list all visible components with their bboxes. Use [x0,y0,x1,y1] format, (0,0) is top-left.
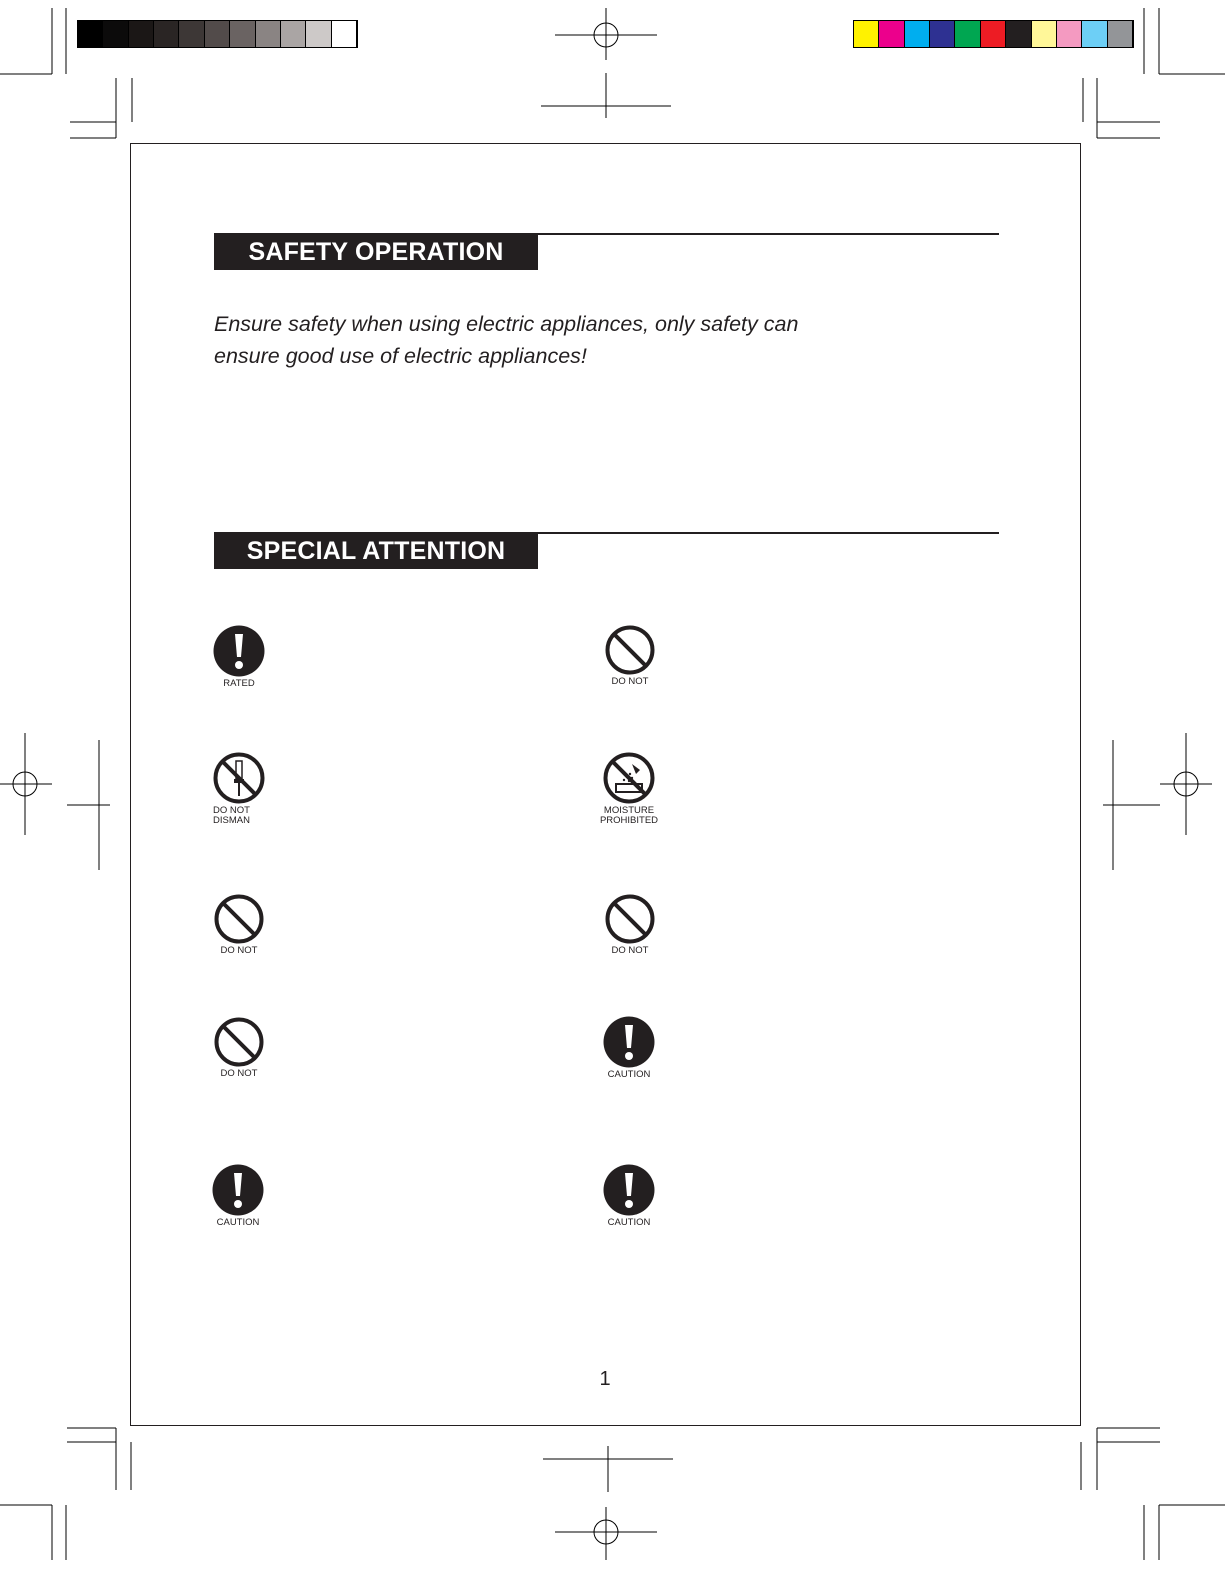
safety-icon-2 [595,625,665,687]
exclamation-icon [603,1016,655,1068]
icon-label-do-not: DO NOT [220,945,258,956]
icon-label-caution: CAUTION [216,1217,260,1228]
page-number: 1 [599,1368,611,1390]
icon-label-do-not-disman: DO NOT DISMAN [213,805,250,826]
prohibition-icon [604,894,656,944]
exclamation-icon [212,1164,264,1216]
safety-icon-3 [204,752,274,826]
safety-operation-heading: SAFETY OPERATION [214,234,538,270]
no-disassemble-icon [213,752,265,804]
icon-label-rated: RATED [223,678,255,689]
prohibition-icon [213,894,265,944]
safety-icon-6 [595,894,665,956]
safety-icon-4 [594,752,664,826]
icon-label-do-not: DO NOT [220,1068,258,1079]
safety-icon-9 [203,1164,273,1228]
intro-line-1: Ensure safety when using electric appliances, only safety can [214,312,799,336]
intro-line-2: ensure good use of electric appliances! [214,344,587,368]
icon-label-caution: CAUTION [607,1069,651,1080]
prohibition-icon [213,1017,265,1067]
icon-label-moisture-prohibited: MOISTURE PROHIBITED [599,805,659,826]
safety-icon-8 [594,1016,664,1080]
icon-label-do-not: DO NOT [611,676,649,687]
safety-icon-10 [594,1164,664,1228]
special-attention-heading: SPECIAL ATTENTION [214,533,538,569]
safety-intro-text [214,308,854,372]
exclamation-icon [603,1164,655,1216]
safety-icon-1 [204,625,274,689]
icon-label-do-not: DO NOT [611,945,649,956]
no-moisture-icon [602,752,656,804]
exclamation-icon [213,625,265,677]
icon-label-caution: CAUTION [607,1217,651,1228]
safety-icon-7 [204,1017,274,1079]
safety-icon-5 [204,894,274,956]
prohibition-icon [604,625,656,675]
